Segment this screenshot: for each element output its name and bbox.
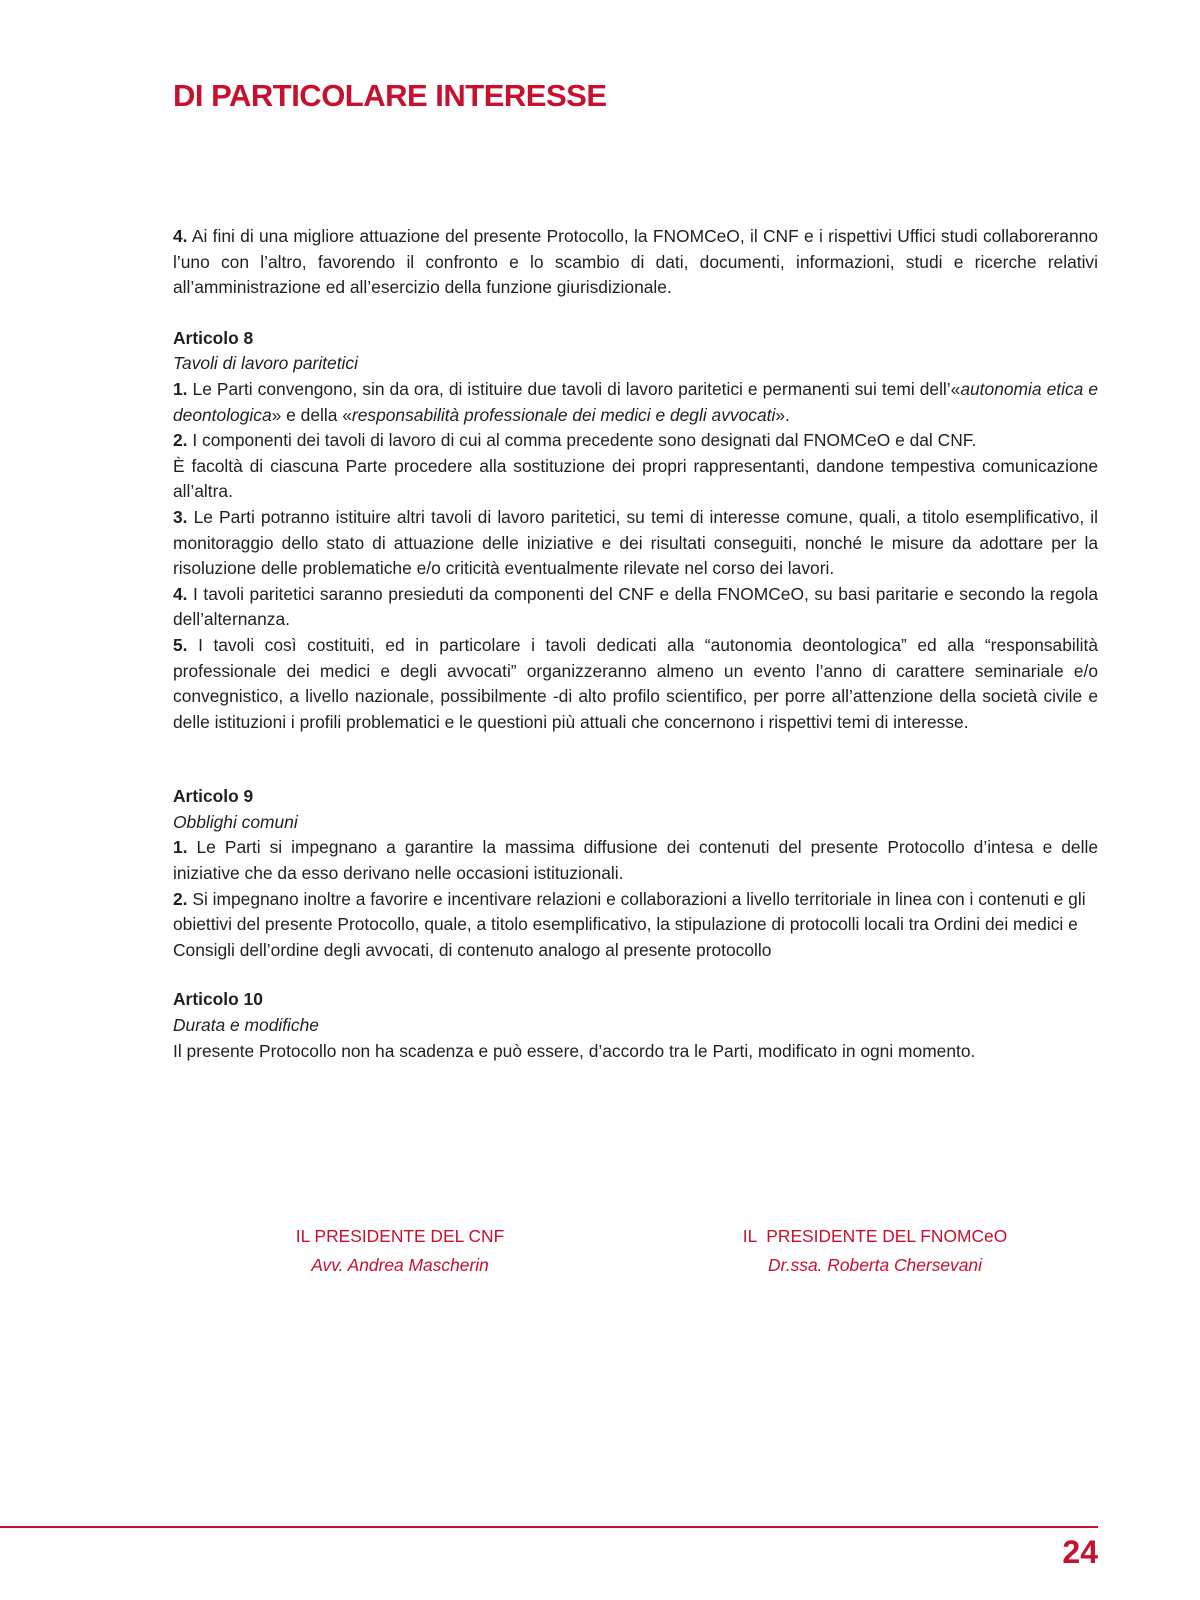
paragraph-number: 4.: [173, 583, 188, 604]
signature-fnomceo: [725, 1222, 1025, 1280]
paragraph-number: 1.: [173, 837, 188, 858]
paragraph-text: I componenti dei tavoli di lavoro di cui al comma precedente sono designati dal FNOMCeO e dal CNF.: [187, 430, 977, 451]
article-9-paragraph-1: [173, 835, 1098, 886]
paragraph-number: 1.: [173, 378, 188, 399]
article-8-paragraph-2: [173, 428, 1098, 454]
paragraph-text: » e della «: [271, 404, 352, 425]
footer-divider: [0, 1526, 1098, 1528]
paragraph-text: Le Parti potranno istituire altri tavoli di lavoro paritetici, su temi di interesse comune, quali, a titolo esemplificativo, il monitoraggio dello stato di attuazione delle iniziative e dei risultati conseguiti, nonché le misure da adottare per la risoluzione delle problematiche e/o criticità eventualmente rilevate nel corso dei lavori.: [173, 506, 1098, 579]
article-8-paragraph-4: [173, 582, 1098, 633]
paragraph-number: 3.: [173, 506, 188, 527]
signature-name: Dr.ssa. Roberta Chersevani: [768, 1255, 982, 1275]
article-9-subtitle: Obblighi comuni: [173, 811, 298, 832]
signature-role: IL PRESIDENTE DEL CNF: [295, 1226, 505, 1246]
paragraph-text: Le Parti si impegnano a garantire la massima diffusione dei contenuti del presente Protocollo d’intesa e delle iniziative che da esso derivano nelle occasioni istituzionali.: [173, 837, 1098, 884]
paragraph-number: 2.: [173, 888, 188, 909]
article-8-subtitle: Tavoli di lavoro paritetici: [173, 353, 358, 374]
paragraph-text: I tavoli così costituiti, ed in particolare i tavoli dedicati alla “autonomia deontologica” ed alla “responsabilità professionale dei medici e degli avvocati” organizzeranno almeno un evento l’anno di carattere seminariale e/o convegnistico, a livello nazionale, possibilmente -di alto profilo scientifico, per porre all’attenzione della società civile e delle istituzioni i profili problematici e le questioni più attuali che concernono i rispettivi temi di interesse.: [173, 634, 1098, 732]
page-number: 24: [1062, 1534, 1098, 1570]
document-body: [173, 224, 1098, 1064]
paragraph-number: 2.: [173, 430, 188, 451]
section-header-title: DI PARTICOLARE INTERESSE: [173, 78, 607, 113]
paragraph-text: Ai fini di una migliore attuazione del presente Protocollo, la FNOMCeO, il CNF e i rispettivi Uffici studi collaboreranno l’uno con l’altro, favorendo il confronto e lo scambio di dati, documenti, informazioni, studi e ricerche relativi all’amministrazione ed all’esercizio della funzione giurisdizionale.: [173, 226, 1098, 298]
paragraph-emphasis: autonomia etica e deontologica: [173, 378, 1098, 425]
article-10-title: Articolo 10: [173, 989, 263, 1010]
signature-name: Avv. Andrea Mascherin: [311, 1255, 489, 1275]
article-8-paragraph-1: [173, 377, 1098, 428]
article-8-paragraph-3: [173, 505, 1098, 582]
paragraph-text: Si impegnano inoltre a favorire e incentivare relazioni e collaborazioni a livello territoriale in linea con i contenuti e gli obiettivi del presente Protocollo, quale, a titolo esemplificativo, la stipulazione di protocolli locali tra Ordini dei medici e Consigli dell’ordine degli avvocati, di contenuto analogo al presente protocollo: [173, 888, 1086, 960]
article-9-title: Articolo 9: [173, 786, 254, 807]
signature-role: IL PRESIDENTE DEL FNOMCeO: [742, 1226, 1008, 1246]
article-10-paragraph: Il presente Protocollo non ha scadenza e può essere, d’accordo tra le Parti, modificato in ogni momento.: [173, 1040, 976, 1061]
paragraph-text: ».: [775, 404, 790, 425]
paragraph-4-intro: [173, 224, 1098, 301]
paragraph-emphasis: responsabilità professionale dei medici e degli avvocati: [351, 404, 776, 425]
signature-cnf: [270, 1222, 530, 1280]
article-8-paragraph-2b: È facoltà di ciascuna Parte procedere alla sostituzione dei propri rappresentanti, dandone tempestiva comunicazione all’altra.: [173, 455, 1098, 502]
paragraph-text: I tavoli paritetici saranno presieduti da componenti del CNF e della FNOMCeO, su basi paritarie e secondo la regola dell’alternanza.: [173, 583, 1098, 630]
article-9-paragraph-2: [173, 887, 1098, 964]
article-8-title: Articolo 8: [173, 327, 254, 348]
paragraph-number: 5.: [173, 634, 188, 655]
article-8-paragraph-5: [173, 633, 1098, 735]
paragraph-text: Le Parti convengono, sin da ora, di istituire due tavoli di lavoro paritetici e permanenti sui temi dell’«: [187, 378, 961, 399]
paragraph-number: 4.: [173, 226, 188, 246]
article-10-subtitle: Durata e modifiche: [173, 1015, 319, 1036]
